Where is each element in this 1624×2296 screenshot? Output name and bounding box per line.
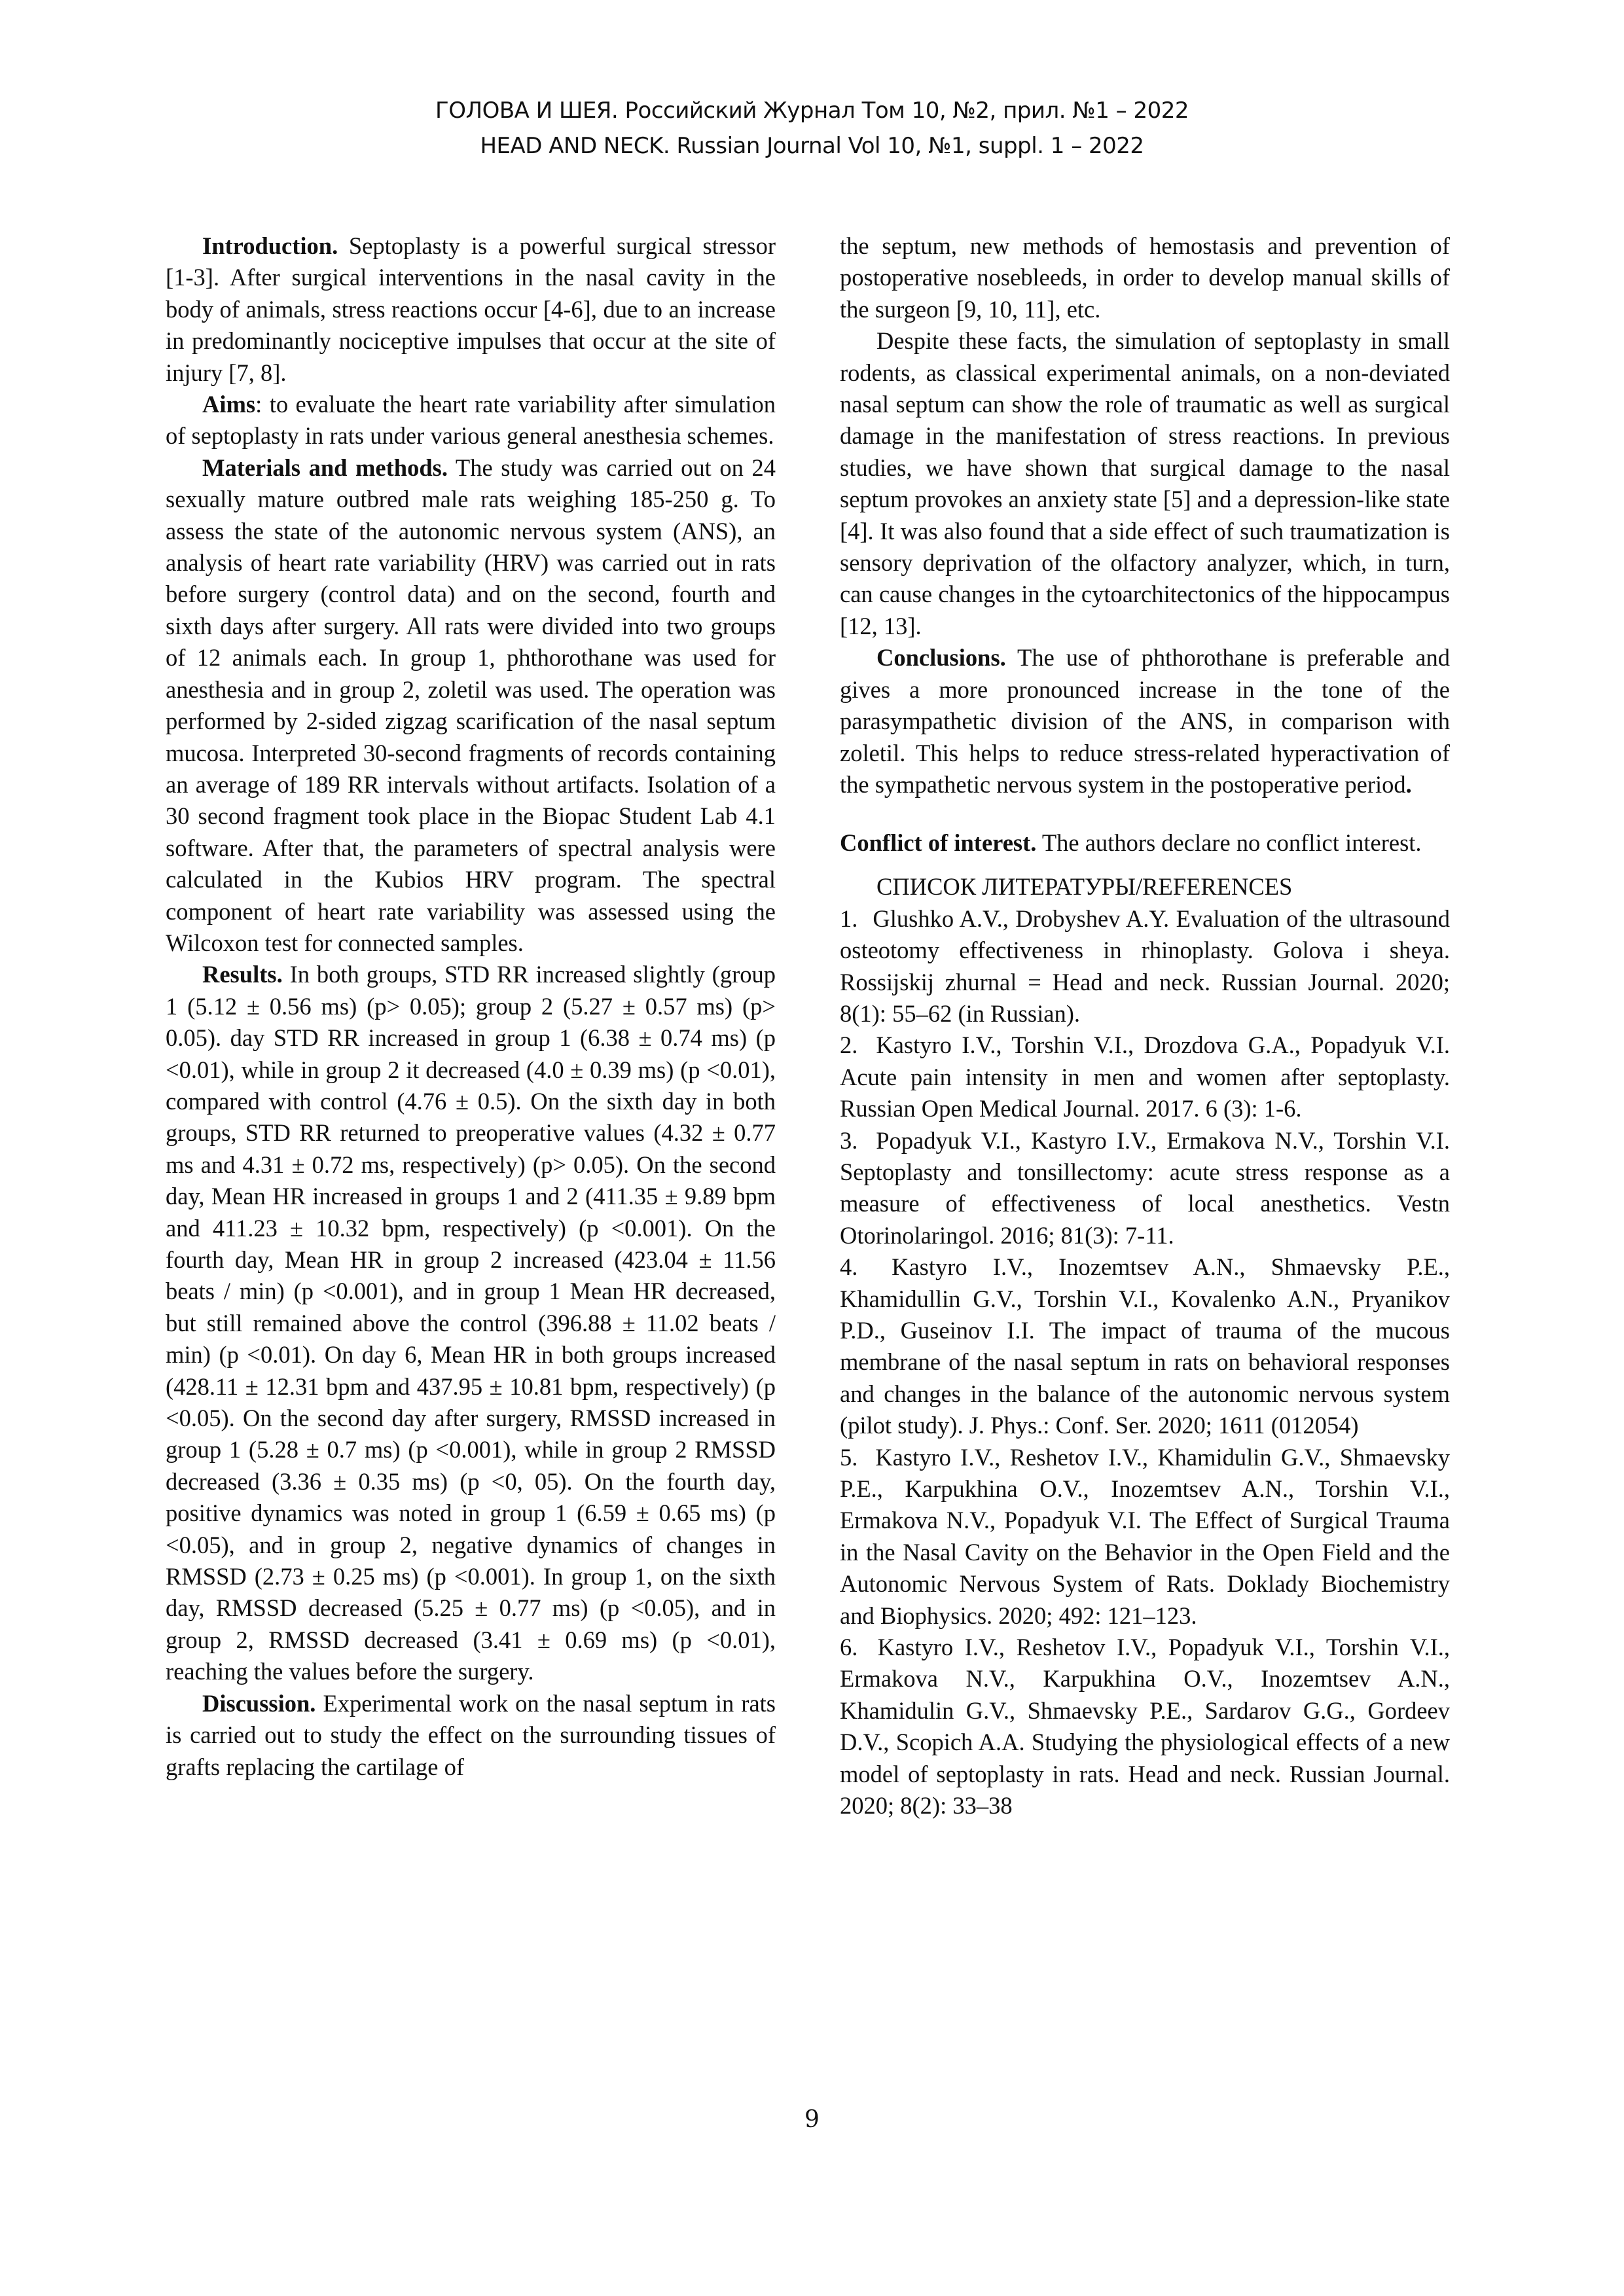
reference-number: 6.	[840, 1634, 858, 1661]
reference-list	[840, 903, 1450, 1822]
results-paragraph	[166, 959, 776, 1687]
conclusions-text: The use of phthorothane is preferable and gives a more pronounced increase in the tone of the parasympathetic division of the ANS, in comparison with zoletil. This helps to reduce stress-related hyperactivation of the sympathetic nervous system in the postoperative period	[840, 644, 1450, 798]
left-column	[166, 230, 776, 1783]
reference-text: Glushko A.V., Drobyshev A.Y. Evaluation of the ultrasound osteotomy effectiveness in rhinoplasty. Golova i sheya. Rossijskij zhurnal = Head and neck. Russian Journal. 2020; 8(1): 55–62 (in Russian).	[840, 905, 1451, 1027]
conclusions-heading: Conclusions.	[876, 644, 1006, 672]
reference-text: Kastyro I.V., Reshetov I.V., Khamidulin G.V., Shmaevsky P.E., Karpukhina O.V., Inozemtsev A.N., Torshin V.I., Ermakova N.V., Popadyuk V.I. The Effect of Surgical Trauma in the Nasal Cavity on the Behavior in the Open Field and the Autonomic Nervous System of Rats. Doklady Biochemistry and Biophysics. 2020; 492: 121–123.	[840, 1443, 1450, 1629]
reference-number: 2.	[840, 1031, 858, 1059]
reference-item	[840, 903, 1450, 1030]
discussion-text-left: Experimental work on the nasal septum in rats is carried out to study the effect on the surrounding tissues of grafts replacing the cartilage of	[166, 1689, 776, 1780]
conclusions-paragraph	[840, 642, 1450, 800]
methods-heading: Materials and methods.	[202, 454, 448, 481]
running-header	[0, 93, 1624, 164]
right-column	[840, 230, 1450, 1822]
reference-number: 1.	[840, 905, 858, 932]
reference-item	[840, 1030, 1450, 1124]
page-number: 9	[804, 2106, 820, 2133]
methods-paragraph	[166, 452, 776, 960]
introduction-text: Septoplasty is a powerful surgical stressor [1-3]. After surgical interventions in the nasal cavity in the body of animals, stress reactions occur [4-6], due to an increase in predominantly nociceptive impulses that occur at the site of injury [7, 8].	[166, 232, 776, 386]
discussion-paragraph-2: Despite these facts, the simulation of septoplasty in small rodents, as classical experimental animals, on a non-deviated nasal septum can show the role of traumatic as well as surgical damage in the manifestation of stress reactions. In previous studies, we have shown that surgical damage to the nasal septum provokes an anxiety state [5] and a depression-like state [4]. It was also found that a side effect of such traumatization is sensory deprivation of the olfactory analyzer, which, in turn, can cause changes in the cytoarchitectonics of the hippocampus [12, 13].	[840, 327, 1450, 639]
reference-text: Kastyro I.V., Torshin V.I., Drozdova G.A., Popadyuk V.I. Acute pain intensity in men and women after septoplasty. Russian Open Medical Journal. 2017. 6 (3): 1-6.	[840, 1031, 1450, 1122]
conflict-text: The authors declare no conflict interest.	[1036, 829, 1422, 857]
reference-number: 3.	[840, 1126, 858, 1154]
results-text: In both groups, STD RR increased slightly (group 1 (5.12 ± 0.56 ms) (p> 0.05); group 2 (5.27 ± 0.57 ms) (p> 0.05). day STD RR increased in group 1 (6.38 ± 0.74 ms) (p <0.01), while in group 2 it decreased (4.0 ± 0.39 ms) (p <0.01), compared with control (4.76 ± 0.5). On the sixth day in both groups, STD RR returned to preoperative values (4.32 ± 0.77 ms and 4.31 ± 0.72 ms, respectively) (p> 0.05). On the second day, Mean HR increased in groups 1 and 2 (411.35 ± 9.89 bpm and 411.23 ± 10.32 bpm, respectively) (p <0.001). On the fourth day, Mean HR in group 2 increased (423.04 ± 11.56 beats / min) (p <0.001), and in group 1 Mean HR decreased, but still remained above the control (396.88 ± 11.02 beats / min) (p <0.01). On day 6, Mean HR in both groups increased (428.11 ± 12.31 bpm and 437.95 ± 10.81 bpm, respectively) (p <0.05). On the second day after surgery, RMSSD increased in group 1 (5.28 ± 0.7 ms) (p <0.001), while in group 2 RMSSD decreased (3.36 ± 0.35 ms) (p <0, 05). On the fourth day, positive dynamics was noted in group 1 (6.59 ± 0.65 ms) (p <0.05), and in group 2, negative dynamics of changes in RMSSD (2.73 ± 0.25 ms) (p <0.001). In group 1, on the sixth day, RMSSD decreased (5.25 ± 0.77 ms) (p <0.05), and in group 2, RMSSD decreased (3.41 ± 0.69 ms) (p <0.01), reaching the values before the surgery.	[166, 961, 776, 1685]
discussion-heading: Discussion.	[202, 1689, 316, 1717]
journal-title-en: HEAD AND NECK. Russian Journal Vol 10, №1, suppl. 1 – 2022	[480, 133, 1144, 159]
reference-number: 5.	[840, 1443, 858, 1471]
aims-paragraph	[166, 389, 776, 452]
discussion-continuation: the septum, new methods of hemostasis and prevention of postoperative nosebleeds, in order to develop manual skills of the surgeon [9, 10, 11], etc.	[840, 232, 1450, 323]
reference-item	[840, 1251, 1450, 1441]
reference-text: Kastyro I.V., Reshetov I.V., Popadyuk V.I., Torshin V.I., Ermakova N.V., Karpukhina O.V., Inozemtsev A.N., Khamidulin G.V., Shmaevsky P.E., Sardarov G.G., Gordeev D.V., Scopich A.A. Studying the physiological effects of a new model of septoplasty in rats. Head and neck. Russian Journal. 2020; 8(2): 33–38	[840, 1634, 1451, 1820]
reference-item	[840, 1442, 1450, 1632]
conclusions-final-period: .	[1405, 770, 1412, 798]
reference-item	[840, 1632, 1450, 1821]
aims-text: : to evaluate the heart rate variability after simulation of septoplasty in rats under various general anesthesia schemes.	[166, 391, 776, 450]
aims-heading: Aims	[202, 391, 256, 418]
spacer	[840, 800, 1450, 832]
methods-text: The study was carried out on 24 sexually mature outbred male rats weighing 185-250 g. To assess the state of the autonomic nervous system (ANS), an analysis of heart rate variability (HRV) was carried out in rats before surgery (control data) and on the second, fourth and sixth days after surgery. All rats were divided into two groups of 12 animals each. In group 1, phthorothane was used for anesthesia and in group 2, zoletil was used. The operation was performed by 2-sided zigzag scarification of the nasal septum mucosa. Interpreted 30-second fragments of records containing an average of 189 RR intervals without artifacts. Isolation of a 30 second fragment took place in the Biopac Student Lab 4.1 software. After that, the parameters of spectral analysis were calculated in the Kubios HRV program. The spectral component of heart rate variability was assessed using the Wilcoxon test for connected samples.	[166, 454, 776, 956]
references-title: СПИСОК ЛИТЕРАТУРЫ/REFERENCES	[876, 873, 1293, 901]
introduction-paragraph	[166, 230, 776, 389]
reference-number: 4.	[840, 1253, 858, 1281]
spacer	[840, 854, 1450, 871]
journal-title-ru: ГОЛОВА И ШЕЯ. Российский Журнал Том 10, №2, прил. №1 – 2022	[435, 98, 1189, 124]
discussion-paragraph	[166, 1688, 776, 1783]
conflict-heading: Conflict of interest.	[840, 829, 1037, 857]
reference-item	[840, 1125, 1450, 1252]
conflict-paragraph	[840, 829, 1450, 857]
introduction-heading: Introduction.	[202, 232, 338, 259]
results-heading: Results.	[202, 961, 283, 988]
reference-text: Popadyuk V.I., Kastyro I.V., Ermakova N.V., Torshin V.I. Septoplasty and tonsillectomy: acute stress response as a measure of effectiveness of local anesthetics. Vestn Otorinolaringol. 2016; 81(3): 7-11.	[840, 1126, 1450, 1249]
reference-text: Kastyro I.V., Inozemtsev A.N., Shmaevsky P.E., Khamidullin G.V., Torshin V.I., Kovalenko A.N., Pryanikov P.D., Guseinov I.I. The impact of trauma of the mucous membrane of the nasal septum in rats on behavioral responses and changes in the balance of the autonomic nervous system (pilot study). J. Phys.: Conf. Ser. 2020; 1611 (012054)	[840, 1253, 1450, 1439]
